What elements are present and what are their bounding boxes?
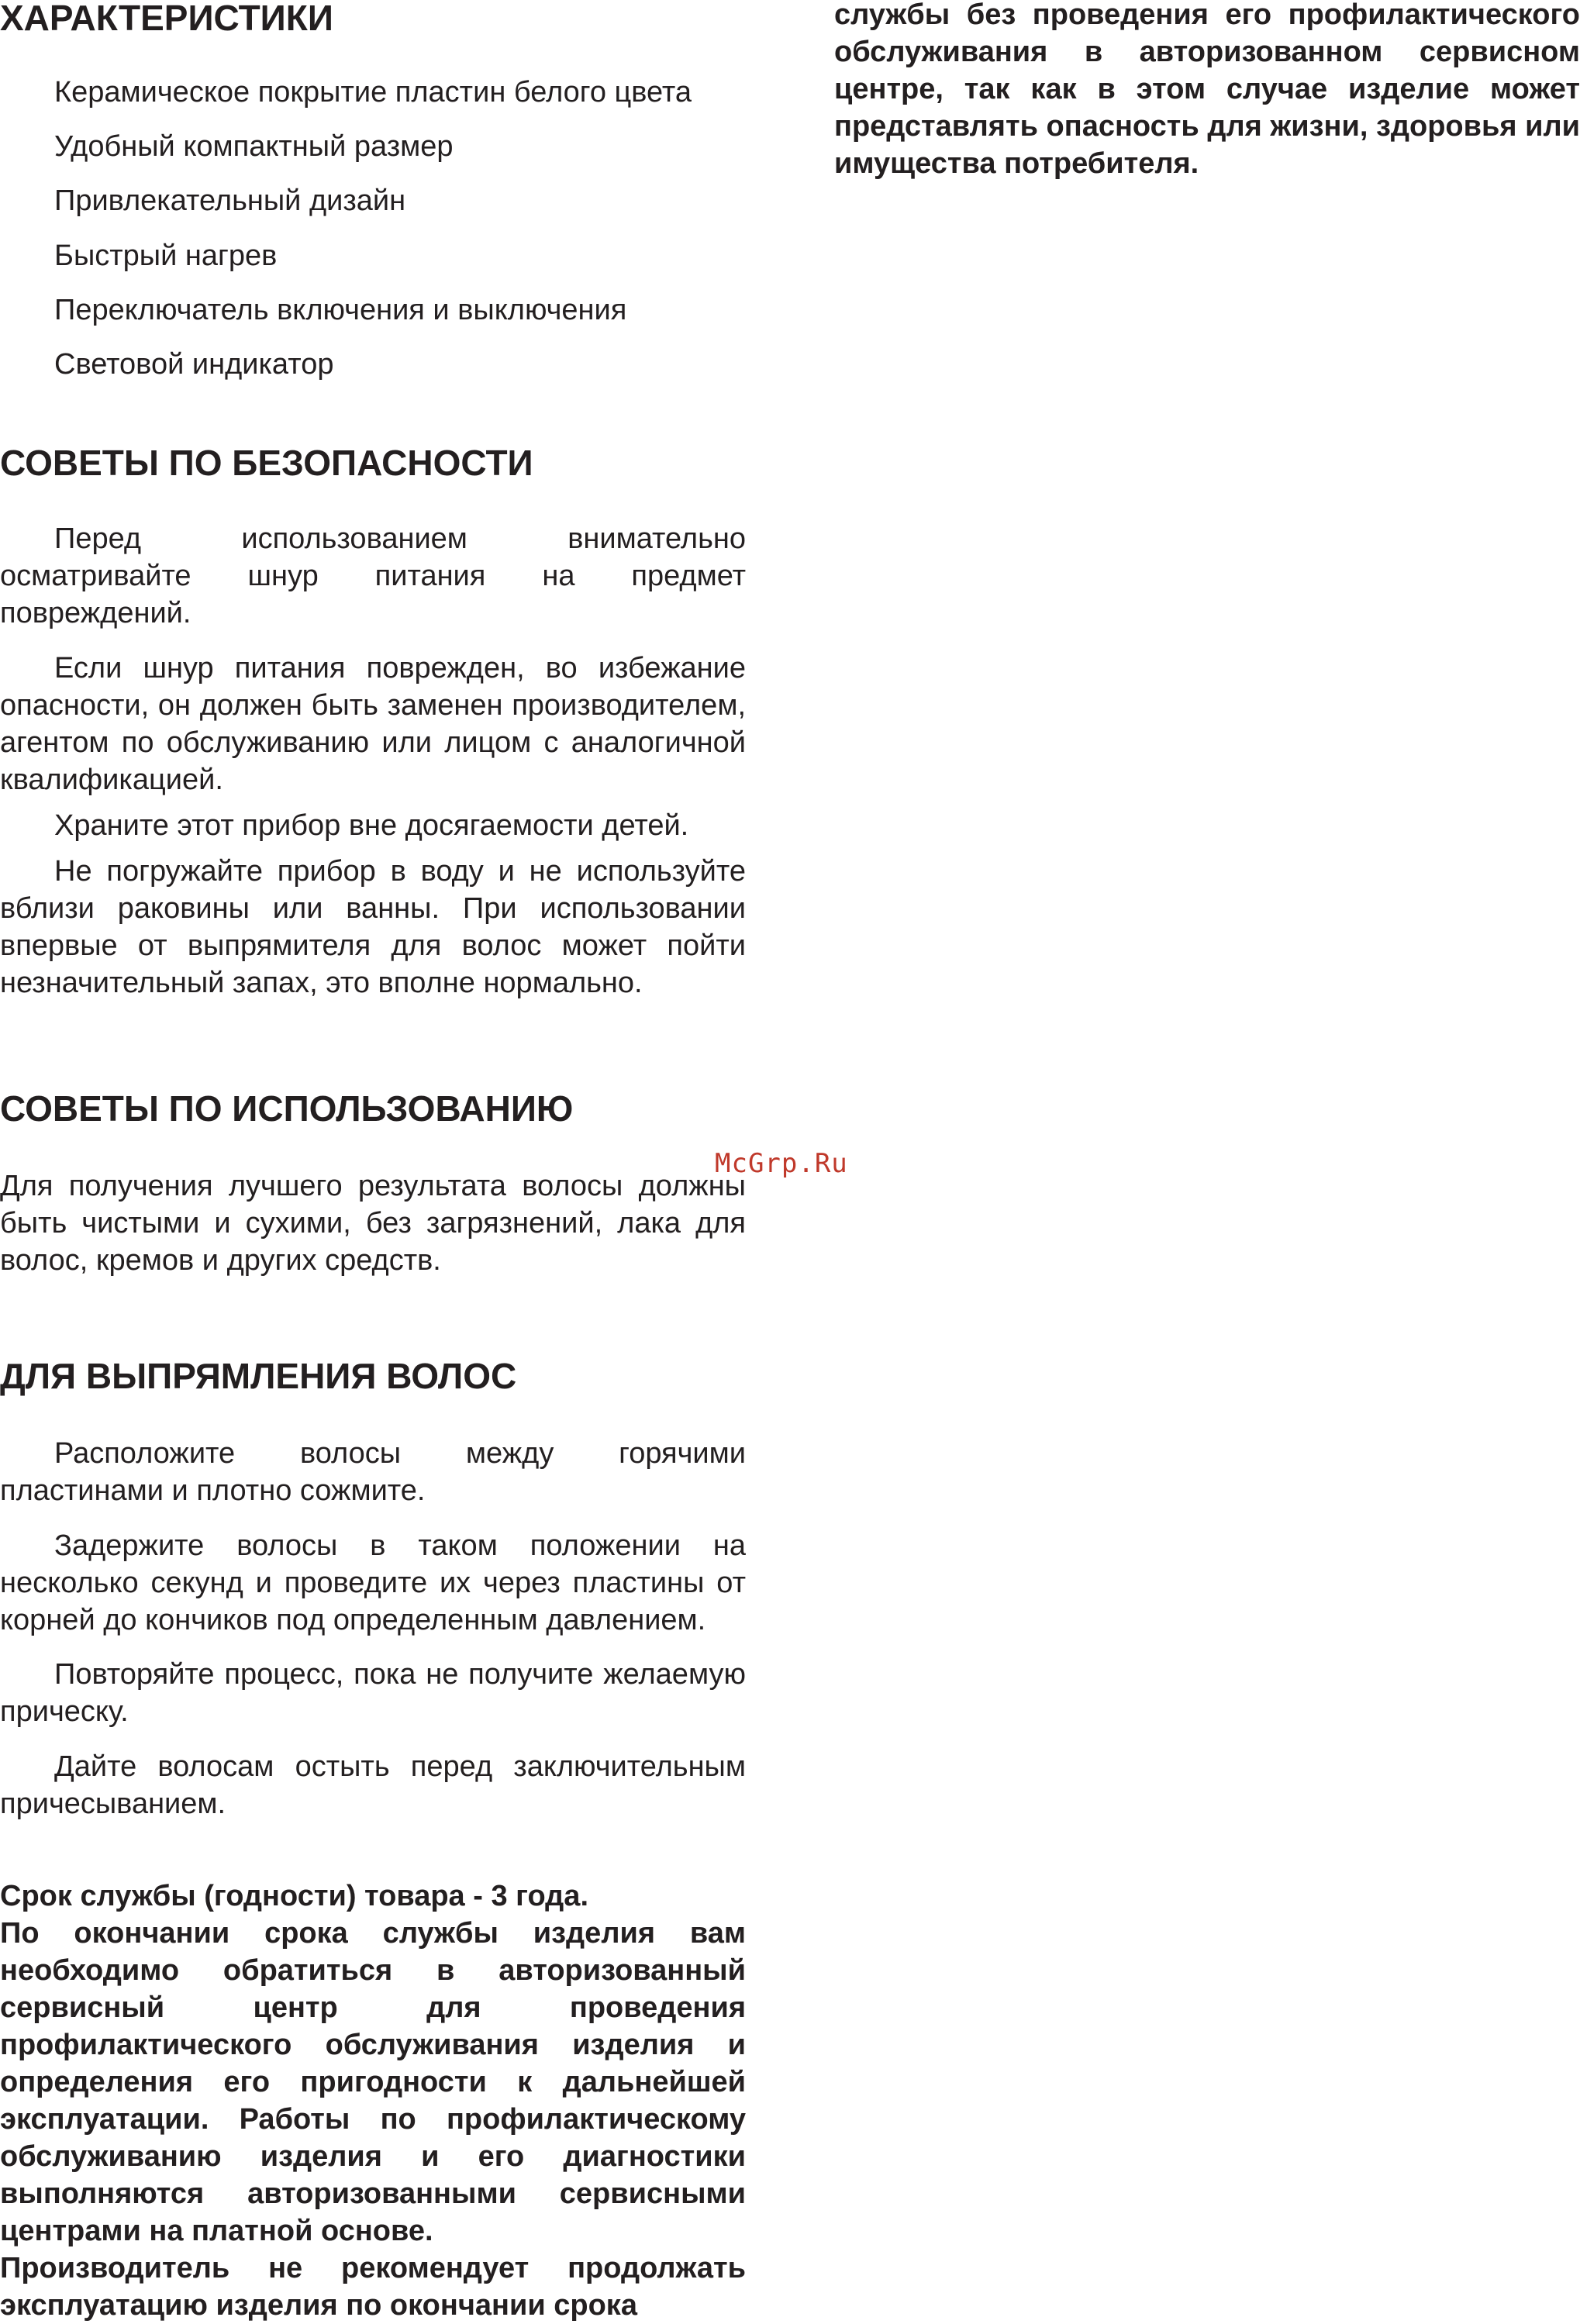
straightening-paragraph: Расположите волосы между горячими пластинами и плотно сожмите. [0,1437,746,1507]
service-life-paragraph: По окончании срока службы изделия вам необходимо обратиться в авторизованный сервисный центр для проведения профилактического обслуживания изделия и определения его пригодности к дальнейшей эксплуатации. Работы по профилактическому обслуживанию изделия и его диагностики выполняются авторизованными сервисными центрами на платной основе. [0,1917,746,2247]
usage-heading: СОВЕТЫ ПО ИСПОЛЬЗОВАНИЮ [0,1088,574,1129]
service-life-warning-start: Производитель не рекомендует продолжать эксплуатацию изделия по окончании срока [0,2252,746,2322]
service-life-warning-end: службы без проведения его профилактического обслуживания в авторизованном сервисном центре, так как в этом случае изделие может представлять опасность для жизни, здоровья или имущества потребителя. [834,0,1580,180]
safety-paragraph: Храните этот прибор вне досягаемости детей. [54,809,689,842]
straightening-heading: ДЛЯ ВЫПРЯМЛЕНИЯ ВОЛОС [0,1356,517,1396]
feature-item: Удобный компактный размер [54,130,454,163]
service-life-title: Срок службы (годности) товара - 3 года. [0,1880,588,1912]
feature-item: Быстрый нагрев [54,240,278,272]
safety-heading: СОВЕТЫ ПО БЕЗОПАСНОСТИ [0,443,533,483]
safety-paragraph: Перед использованием внимательно осматривайте шнур питания на предмет повреждений. [0,522,746,629]
feature-item: Керамическое покрытие пластин белого цвета [54,76,692,109]
safety-paragraph: Если шнур питания поврежден, во избежание опасности, он должен быть заменен производителем, агентом по обслуживанию или лицом с аналогичной квалификацией. [0,652,746,796]
straightening-paragraph: Задержите волосы в таком положении на несколько секунд и проведите их через пластины от корней до кончиков под определенным давлением. [0,1529,746,1636]
straightening-paragraph: Дайте волосам остыть перед заключительным причесыванием. [0,1750,746,1820]
safety-paragraph: Не погружайте прибор в воду и не используйте вблизи раковины или ванны. При использовании впервые от выпрямителя для волос может пойти незначительный запах, это вполне нормально. [0,855,746,999]
feature-item: Переключатель включения и выключения [54,294,627,326]
usage-paragraph: Для получения лучшего результата волосы должны быть чистыми и сухими, без загрязнений, лака для волос, кремов и других средств. [0,1170,746,1277]
features-heading: ХАРАКТЕРИСТИКИ [0,0,333,38]
feature-item: Привлекательный дизайн [54,184,406,217]
watermark-text: McGrp.Ru [715,1148,848,1179]
feature-item: Световой индикатор [54,348,334,381]
straightening-paragraph: Повторяйте процесс, пока не получите желаемую прическу. [0,1658,746,1728]
